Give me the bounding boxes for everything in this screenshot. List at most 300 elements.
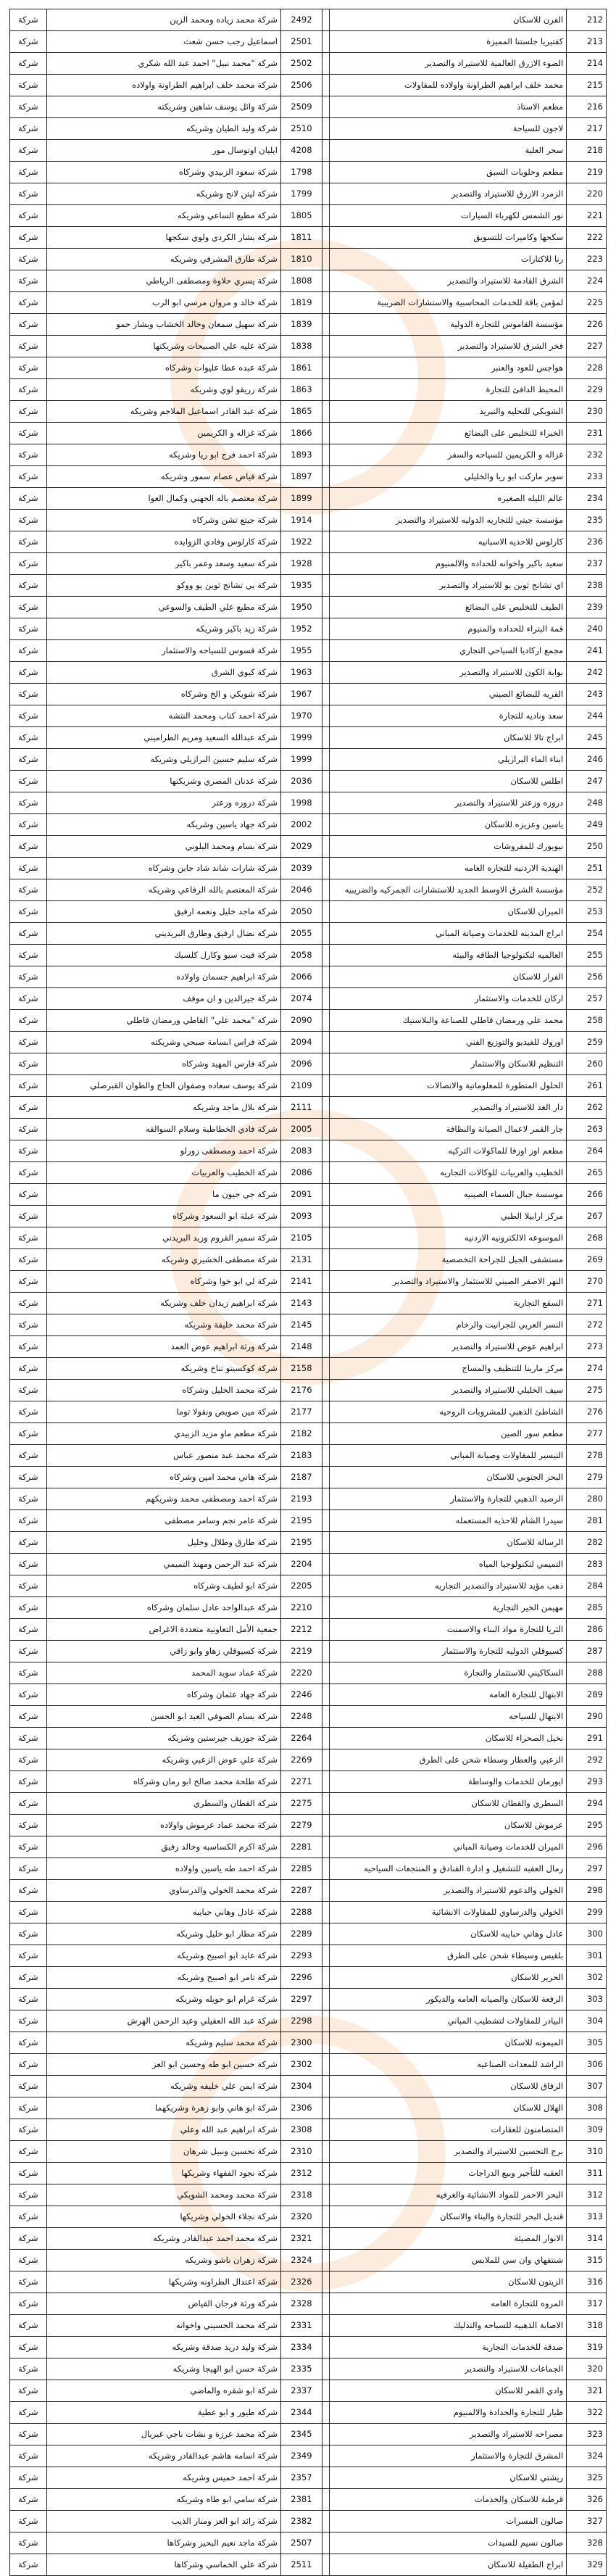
right-entity-type <box>322 1989 329 2010</box>
left-registration-number: 2296 <box>280 1967 322 1989</box>
left-entity-name: شركة وليد الطيان وشريكه <box>46 118 280 140</box>
right-row-number: 288 <box>567 1662 607 1684</box>
right-row-number: 217 <box>567 118 607 140</box>
left-registration-number: 2304 <box>280 2076 322 2097</box>
right-entity-type <box>322 575 329 597</box>
left-registration-number: 2195 <box>280 1510 322 1532</box>
right-row-number: 224 <box>567 270 607 292</box>
right-entity-type <box>322 205 329 227</box>
left-entity-type: شركة <box>10 292 47 314</box>
left-entity-name: شركة كوكسيتو تناخ وشريكه <box>46 1358 280 1380</box>
right-entity-name: الهلال للاسكان <box>329 2097 567 2119</box>
left-entity-name: شركة عبلة ابو السعود وشركاه <box>46 1206 280 1227</box>
right-entity-type <box>322 1815 329 1836</box>
right-entity-type <box>322 1445 329 1467</box>
right-entity-name: سيف الخليلي للاستيراد والتصدير <box>329 1380 567 1401</box>
right-row-number: 300 <box>567 1923 607 1945</box>
left-entity-type: شركة <box>10 401 47 423</box>
left-entity-type: شركة <box>10 879 47 901</box>
right-entity-name: دروزه وزعتر للاستيراد والتصدير <box>329 792 567 814</box>
right-entity-type <box>322 1967 329 1989</box>
right-row-number: 266 <box>567 1184 607 1206</box>
table-row <box>10 162 607 183</box>
left-entity-type: شركة <box>10 836 47 858</box>
left-entity-name: شركة نجود الفقهاء وشريكها <box>46 2163 280 2184</box>
right-row-number: 231 <box>567 423 607 444</box>
left-registration-number: 2058 <box>280 945 322 966</box>
table-row <box>10 1793 607 1815</box>
left-entity-type: شركة <box>10 553 47 575</box>
left-entity-type: شركة <box>10 2532 47 2554</box>
right-entity-type <box>322 1923 329 1945</box>
right-entity-name: نيويورك للمفروشات <box>329 836 567 858</box>
table-row <box>10 1249 607 1271</box>
left-entity-name: شركة القطان والسطري <box>46 1793 280 1815</box>
table-row <box>10 2184 607 2206</box>
right-entity-type <box>322 2293 329 2315</box>
left-entity-type: شركة <box>10 858 47 879</box>
left-registration-number: 1839 <box>280 314 322 336</box>
right-entity-name: الاصابة الذهبيه للسباحه والتدليك <box>329 2315 567 2337</box>
left-entity-name: شركة مطيع علي الطيف والسوعي <box>46 597 280 618</box>
left-entity-type: شركة <box>10 162 47 183</box>
table-row <box>10 2250 607 2271</box>
right-row-number: 315 <box>567 2250 607 2271</box>
right-entity-type <box>322 1401 329 1423</box>
table-row <box>10 1989 607 2010</box>
left-registration-number: 2093 <box>280 1206 322 1227</box>
left-entity-name: شركة غزاله و الكريمين <box>46 423 280 444</box>
left-entity-name: شركة ورثة فرجان الفياض <box>46 2293 280 2315</box>
table-row <box>10 1641 607 1662</box>
left-entity-name: شركة طارق المشرفي وشريكه <box>46 249 280 270</box>
left-registration-number: 2158 <box>280 1358 322 1380</box>
table-row <box>10 1662 607 1684</box>
right-entity-type <box>322 1053 329 1075</box>
right-entity-name: الشوبكي للتحليه والتبريد <box>329 401 567 423</box>
right-entity-name: مطعم اوز اوزفا للماكولات التركيه <box>329 1140 567 1162</box>
table-row <box>10 1293 607 1314</box>
right-entity-name: السقع التجارية <box>329 1293 567 1314</box>
right-entity-name: ذهب مؤيد للاستيراد والتصدير التجاريه <box>329 1575 567 1597</box>
left-entity-type: شركة <box>10 1488 47 1510</box>
right-entity-name: الخولي والدعوم للاستيراد والتصدير <box>329 1880 567 1902</box>
left-registration-number: 2105 <box>280 1227 322 1249</box>
right-entity-type <box>322 227 329 249</box>
table-row <box>10 423 607 444</box>
left-entity-type: شركة <box>10 1206 47 1227</box>
right-entity-type <box>322 2206 329 2228</box>
left-entity-name: شركة عليه علي الصبيحات وشريكتها <box>46 336 280 357</box>
left-entity-type: شركة <box>10 2228 47 2250</box>
left-entity-name: جمعية الأمل التعاونية متعددة الاغراض <box>46 1619 280 1641</box>
right-entity-type <box>322 9 329 31</box>
left-entity-type: شركة <box>10 1554 47 1575</box>
right-row-number: 305 <box>567 2032 607 2054</box>
left-entity-name: شركة مطيع الساعي وشريكه <box>46 205 280 227</box>
right-entity-type <box>322 836 329 858</box>
right-entity-name: سعيد باكير واخوانه للحداده والالمنيوم <box>329 553 567 575</box>
left-entity-type: شركة <box>10 1162 47 1184</box>
right-row-number: 327 <box>567 2511 607 2532</box>
right-entity-type <box>322 858 329 879</box>
right-row-number: 218 <box>567 140 607 162</box>
right-entity-name: نور الشمس لكهرباء السيارات <box>329 205 567 227</box>
left-entity-name: شركة نضال ارفيق وطارق البريديني <box>46 923 280 945</box>
table-row <box>10 9 607 31</box>
left-registration-number: 2324 <box>280 2250 322 2271</box>
left-entity-name: شركة سليم حسين البرازيلي وشريكه <box>46 749 280 771</box>
left-entity-name: شركة احمد كتاب ومحمد النتشه <box>46 705 280 727</box>
table-row <box>10 1119 607 1140</box>
left-entity-type: شركة <box>10 2445 47 2467</box>
left-registration-number: 1999 <box>280 727 322 749</box>
table-row <box>10 945 607 966</box>
left-registration-number: 2205 <box>280 1575 322 1597</box>
left-entity-type: شركة <box>10 2054 47 2076</box>
right-entity-type <box>322 966 329 988</box>
left-registration-number: 1899 <box>280 488 322 510</box>
right-entity-name: البحر الاحمر للمواد الانشائية والغرفيه <box>329 2184 567 2206</box>
right-entity-name: الراشد للمعدات الصناعيه <box>329 2054 567 2076</box>
left-registration-number: 2220 <box>280 1662 322 1684</box>
left-registration-number: 2050 <box>280 901 322 923</box>
left-entity-name: شركة عامر نجم وسامر مصطفى <box>46 1510 280 1532</box>
table-row <box>10 2271 607 2293</box>
table-row <box>10 31 607 53</box>
left-entity-name: شركة يي تشانج ثوين يو ووكو <box>46 575 280 597</box>
left-registration-number: 2335 <box>280 2358 322 2380</box>
right-entity-name: ايورمان للخدمات والوساطة <box>329 1771 567 1793</box>
table-row <box>10 966 607 988</box>
right-entity-name: النسر العربي للجرانيت والرخام <box>329 1314 567 1336</box>
right-entity-name: صالون المسرات <box>329 2511 567 2532</box>
left-entity-name: شركة ابو هاني وابو زهرة وشريكهما <box>46 2097 280 2119</box>
right-entity-name: مؤسسة الشرق الاوسط الجديد للاستشارات الجمركيه والضريبيه <box>329 879 567 901</box>
table-row <box>10 1554 607 1575</box>
right-row-number: 241 <box>567 640 607 662</box>
right-row-number: 321 <box>567 2380 607 2402</box>
right-entity-name: الميمونه للاسكان <box>329 2032 567 2054</box>
left-entity-type: شركة <box>10 1880 47 1902</box>
left-entity-name: شركة عبد الله العقيلي وعبد الرحمن الهرش <box>46 2010 280 2032</box>
right-entity-type <box>322 423 329 444</box>
right-entity-type <box>322 901 329 923</box>
table-row <box>10 1923 607 1945</box>
right-entity-type <box>322 988 329 1010</box>
right-entity-type <box>322 444 329 466</box>
left-entity-name: شركة سمير القروم وزيد البريدني <box>46 1227 280 1249</box>
left-entity-name: شركة ابو لطيف وشركاه <box>46 1575 280 1597</box>
left-entity-type: شركة <box>10 1597 47 1619</box>
left-entity-name: شركة بسام ومحمد البلوني <box>46 836 280 858</box>
table-row <box>10 1488 607 1510</box>
left-entity-name: شركة سامي ابو طاه وشريكه <box>46 2489 280 2511</box>
right-row-number: 296 <box>567 1836 607 1858</box>
right-row-number: 239 <box>567 597 607 618</box>
left-entity-type: شركة <box>10 1271 47 1293</box>
left-entity-name: شركة محمد ومحمد الشويكي <box>46 2184 280 2206</box>
table-row <box>10 1380 607 1401</box>
left-entity-name: شركة بشار الكردي ولوي سكجها <box>46 227 280 249</box>
left-registration-number: 2074 <box>280 988 322 1010</box>
left-registration-number: 1914 <box>280 510 322 531</box>
left-registration-number: 1955 <box>280 640 322 662</box>
table-row <box>10 1684 607 1706</box>
right-row-number: 240 <box>567 618 607 640</box>
left-entity-type: شركة <box>10 1293 47 1314</box>
left-registration-number: 2288 <box>280 1902 322 1923</box>
right-entity-type <box>322 1510 329 1532</box>
right-entity-type <box>322 1206 329 1227</box>
left-registration-number: 2320 <box>280 2206 322 2228</box>
table-row <box>10 2141 607 2163</box>
left-entity-name: شركة حسن ابو الهيجا وشريكه <box>46 2358 280 2380</box>
left-entity-type: شركة <box>10 314 47 336</box>
right-entity-type <box>322 1249 329 1271</box>
left-registration-number: 2141 <box>280 1271 322 1293</box>
left-registration-number: 1861 <box>280 357 322 379</box>
right-row-number: 250 <box>567 836 607 858</box>
right-entity-type <box>322 1532 329 1554</box>
right-entity-name: غزاله و الكريمين للسياحه والسفر <box>329 444 567 466</box>
left-entity-name: شركة محمد عماد عرموش واولاده <box>46 1815 280 1836</box>
left-registration-number: 2039 <box>280 858 322 879</box>
left-registration-number: 1967 <box>280 684 322 705</box>
left-entity-name: شركة الخطيب والعربيات <box>46 1162 280 1184</box>
left-entity-name: شركة ليتن لانج وشريكه <box>46 183 280 205</box>
right-entity-type <box>322 1162 329 1184</box>
left-entity-type: شركة <box>10 988 47 1010</box>
right-entity-name: سكحها وكاميرات للتسويق <box>329 227 567 249</box>
right-row-number: 245 <box>567 727 607 749</box>
left-entity-name: شركة احمد فرج ابو ريا وشريكه <box>46 444 280 466</box>
right-row-number: 259 <box>567 1032 607 1053</box>
right-entity-name: رنا للاكتارات <box>329 249 567 270</box>
right-row-number: 298 <box>567 1880 607 1902</box>
left-registration-number: 2298 <box>280 2010 322 2032</box>
left-entity-name: شركة محمد الحسيني واخوانه <box>46 2315 280 2337</box>
left-entity-type: شركة <box>10 1793 47 1815</box>
right-entity-name: نخيل الصحراء للاسكان <box>329 1728 567 1749</box>
left-registration-number: 1810 <box>280 249 322 270</box>
left-registration-number: 1897 <box>280 466 322 488</box>
left-entity-type: شركة <box>10 9 47 31</box>
right-row-number: 222 <box>567 227 607 249</box>
right-entity-type <box>322 923 329 945</box>
left-entity-type: شركة <box>10 1249 47 1271</box>
right-entity-type <box>322 75 329 96</box>
left-entity-name: شركة نجلاء الخولي وشريكها <box>46 2206 280 2228</box>
left-entity-name: شركة محمد عرزة و نشات ناجي غبريال <box>46 2424 280 2445</box>
right-entity-name: سيدرا الشام للاحذيه المستعمله <box>329 1510 567 1532</box>
right-row-number: 232 <box>567 444 607 466</box>
left-registration-number: 1999 <box>280 749 322 771</box>
right-row-number: 237 <box>567 553 607 575</box>
right-row-number: 236 <box>567 531 607 553</box>
right-entity-name: الخطيب والعربيات للوكالات التجاريه <box>329 1162 567 1184</box>
left-registration-number: 2046 <box>280 879 322 901</box>
left-entity-name: شركة احمد خميس وشريكه <box>46 2467 280 2489</box>
left-entity-name: شركة زيد باكير وشريكه <box>46 618 280 640</box>
right-entity-type <box>322 640 329 662</box>
right-row-number: 221 <box>567 205 607 227</box>
right-entity-name: الابتهال للسياحه <box>329 1706 567 1728</box>
right-entity-type <box>322 357 329 379</box>
right-entity-name: الزمرد الازرق للاستيراد والتصدير <box>329 183 567 205</box>
right-row-number: 284 <box>567 1575 607 1597</box>
right-entity-name: فخر الشرق للاستيراد والتصدير <box>329 336 567 357</box>
left-registration-number: 1811 <box>280 227 322 249</box>
right-row-number: 214 <box>567 53 607 75</box>
left-registration-number: 2344 <box>280 2402 322 2424</box>
right-entity-name: محمد علي ورمضان قاطلي للصناعة والبلاستيك <box>329 1010 567 1032</box>
right-entity-name: هواجس للعود والعنبر <box>329 357 567 379</box>
left-entity-type: شركة <box>10 531 47 553</box>
right-row-number: 258 <box>567 1010 607 1032</box>
right-entity-type <box>322 1293 329 1314</box>
left-entity-name: شركة محمد خلف ابراهيم الطراونة واولاده <box>46 75 280 96</box>
right-entity-name: الطيف للتخليص على البضائع <box>329 597 567 618</box>
right-row-number: 303 <box>567 1989 607 2010</box>
right-row-number: 233 <box>567 466 607 488</box>
left-registration-number: 1805 <box>280 205 322 227</box>
right-row-number: 264 <box>567 1140 607 1162</box>
table-row <box>10 510 607 531</box>
right-entity-type <box>322 1554 329 1575</box>
left-entity-name: شركة عبدالله السعيد ومريم الطراميني <box>46 727 280 749</box>
left-entity-name: شركة اكرم الكساسبه وخالد رفيق <box>46 1836 280 1858</box>
left-entity-type: شركة <box>10 1902 47 1923</box>
table-row <box>10 749 607 771</box>
left-entity-name: شركة طلحة محمد صالح ابو رمان وشركاه <box>46 1771 280 1793</box>
left-entity-type: شركة <box>10 1336 47 1358</box>
left-registration-number: 1922 <box>280 531 322 553</box>
right-entity-type <box>322 1380 329 1401</box>
left-entity-type: شركة <box>10 2206 47 2228</box>
table-row <box>10 1880 607 1902</box>
left-registration-number: 2083 <box>280 1140 322 1162</box>
table-row <box>10 2206 607 2228</box>
right-entity-name: ابراهيم عوض للاستيراد والتصدير <box>329 1336 567 1358</box>
right-entity-type <box>322 96 329 118</box>
table-row <box>10 2511 607 2532</box>
left-entity-type: شركة <box>10 1075 47 1097</box>
left-registration-number: 1963 <box>280 662 322 684</box>
right-row-number: 310 <box>567 2141 607 2163</box>
left-entity-name: شركة اسامه هاشم عبدالقادر وشريكه <box>46 2445 280 2467</box>
left-entity-type: شركة <box>10 1575 47 1597</box>
right-entity-name: موسسة جبال السماء الصينيه <box>329 1184 567 1206</box>
right-entity-type <box>322 1271 329 1293</box>
right-row-number: 290 <box>567 1706 607 1728</box>
right-entity-type <box>322 771 329 792</box>
right-entity-type <box>322 1662 329 1684</box>
left-entity-name: شركة ورثة ابراهيم عوض العمد <box>46 1336 280 1358</box>
left-entity-type: شركة <box>10 597 47 618</box>
left-entity-type: شركة <box>10 1749 47 1771</box>
left-entity-type: شركة <box>10 1401 47 1423</box>
left-registration-number: 2246 <box>280 1684 322 1706</box>
right-entity-type <box>322 1880 329 1902</box>
right-entity-type <box>322 140 329 162</box>
right-entity-name: الموسوعه الالكترونيه الاردنيه <box>329 1227 567 1249</box>
table-row <box>10 2315 607 2337</box>
left-entity-type: شركة <box>10 2467 47 2489</box>
left-entity-name: شركة حسين ابو طه وحسين ابو العز <box>46 2054 280 2076</box>
table-row <box>10 2293 607 2315</box>
right-row-number: 238 <box>567 575 607 597</box>
table-row <box>10 575 607 597</box>
left-entity-type: شركة <box>10 2489 47 2511</box>
left-registration-number: 1865 <box>280 401 322 423</box>
left-entity-type: شركة <box>10 705 47 727</box>
right-entity-type <box>322 597 329 618</box>
table-row <box>10 901 607 923</box>
right-entity-type <box>322 314 329 336</box>
left-entity-type: شركة <box>10 945 47 966</box>
left-registration-number: 2328 <box>280 2293 322 2315</box>
right-entity-type <box>322 31 329 53</box>
right-row-number: 322 <box>567 2402 607 2424</box>
left-registration-number: 2349 <box>280 2445 322 2467</box>
left-entity-name: شركة مصطفى الخشيري وشريكه <box>46 1249 280 1271</box>
left-registration-number: 2091 <box>280 1184 322 1206</box>
left-entity-name: شركة فيت سيو وكارل كلسيك <box>46 945 280 966</box>
right-row-number: 254 <box>567 923 607 945</box>
table-row <box>10 2424 607 2445</box>
left-registration-number: 2506 <box>280 75 322 96</box>
right-entity-type <box>322 2467 329 2489</box>
right-entity-name: الهندية الاردنيه للتجاره العامه <box>329 858 567 879</box>
left-entity-type: شركة <box>10 336 47 357</box>
left-entity-type: شركة <box>10 684 47 705</box>
left-entity-name: شركة ابو شقره والماضي <box>46 2380 280 2402</box>
left-entity-type: شركة <box>10 31 47 53</box>
right-entity-type <box>322 945 329 966</box>
table-row <box>10 1945 607 1967</box>
left-entity-type: شركة <box>10 1445 47 1467</box>
left-entity-type: شركة <box>10 2119 47 2141</box>
right-entity-name: ابراج الطفيلة للاسكان <box>329 2554 567 2576</box>
right-entity-name: شنتقهاي وان سي للملابس <box>329 2250 567 2271</box>
registry-table <box>9 9 607 2576</box>
right-row-number: 246 <box>567 749 607 771</box>
left-registration-number: 2326 <box>280 2271 322 2293</box>
right-row-number: 291 <box>567 1728 607 1749</box>
right-entity-type <box>322 2054 329 2076</box>
right-entity-name: الرفعة للاسكان والصيانه العامه والديكور <box>329 1989 567 2010</box>
table-row <box>10 314 607 336</box>
right-entity-name: الزيتون للاسكان <box>329 2271 567 2293</box>
left-registration-number: 1998 <box>280 792 322 814</box>
right-entity-name: الرصيد الذهبي للتجارة والاستثمار <box>329 1488 567 1510</box>
right-entity-type <box>322 2271 329 2293</box>
left-registration-number: 2090 <box>280 1010 322 1032</box>
left-entity-type: شركة <box>10 2554 47 2576</box>
right-row-number: 248 <box>567 792 607 814</box>
right-entity-name: صالون نسيم للسيدات <box>329 2532 567 2554</box>
right-row-number: 270 <box>567 1271 607 1293</box>
right-row-number: 304 <box>567 2010 607 2032</box>
left-entity-type: شركة <box>10 183 47 205</box>
right-entity-type <box>322 1597 329 1619</box>
left-registration-number: 2036 <box>280 771 322 792</box>
right-row-number: 272 <box>567 1314 607 1336</box>
left-entity-type: شركة <box>10 1097 47 1119</box>
table-row <box>10 1314 607 1336</box>
left-entity-type: شركة <box>10 96 47 118</box>
